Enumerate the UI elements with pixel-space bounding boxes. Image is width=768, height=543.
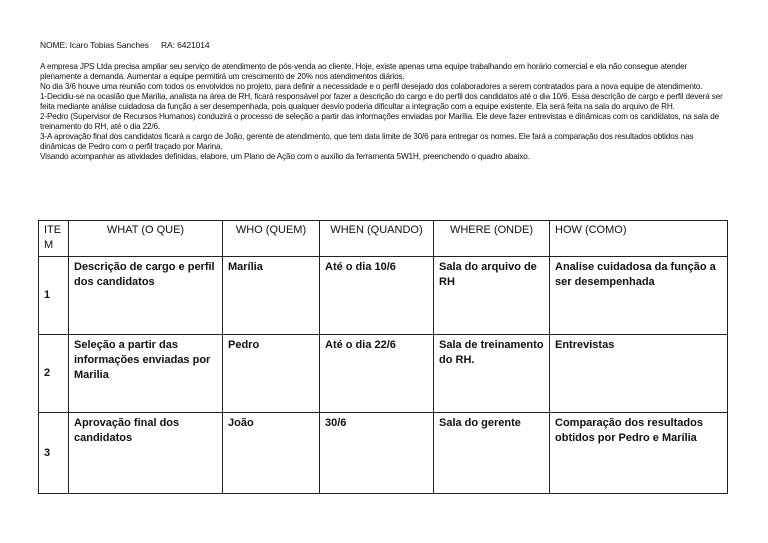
paragraph-step-3: 3-A aprovação final dos candidatos ficará a cargo de João, gerente de atendimento, que tem data limite de 30/6 para entregar os nomes. Ele fará a comparação dos resultados obtidos nas dinâmicas de Pedro com o perfil traçado por Marina. <box>40 132 694 152</box>
cell-where: Sala do arquivo de RH <box>434 257 550 335</box>
table-row <box>39 335 728 413</box>
cell-who: Pedro <box>223 335 320 413</box>
student-name: NOME: Icaro Tobias Sanches <box>40 40 149 50</box>
paragraph-intro: A empresa JPS Ltda precisa ampliar seu serviço de atendimento de pós-venda ao cliente. Hoje, existe apenas uma equipe trabalhando em horário comercial e ela não consegue atender plenamente a demanda. Aumentar a equipe permitirá um crescimento de 20% nos atendimentos diários. <box>40 62 688 82</box>
action-plan-table <box>38 220 728 494</box>
case-description <box>40 62 730 162</box>
table-header-row <box>39 221 728 257</box>
cell-where: Sala de treinamento do RH. <box>434 335 550 413</box>
cell-item: 2 <box>39 335 69 413</box>
table-row <box>39 257 728 335</box>
cell-how: Analise cuidadosa da função a ser desempenhada <box>550 257 728 335</box>
cell-when: Até o dia 10/6 <box>320 257 434 335</box>
cell-item: 3 <box>39 413 69 494</box>
table-row <box>39 413 728 494</box>
cell-what: Aprovação final dos candidatos <box>69 413 223 494</box>
cell-item: 1 <box>39 257 69 335</box>
paragraph-meeting: No dia 3/6 houve uma reunião com todos os envolvidos no projeto, para definir a necessidade e o perfil desejado dos colaboradores a serem contratados para a nova equipe de atendimento. <box>40 82 703 92</box>
cell-who: João <box>223 413 320 494</box>
paragraph-step-1: 1-Decidiu-se na ocasião que Marília, analista na área de RH, ficará responsável por fazer a descrição do cargo e do perfil dos candidatos até o dia 10/6. Essa descrição de cargo e perfil deverá ser feita mediante análise cuidadosa da função a ser desempenhada, pois qualquer desvio poderia dificultar a integração com a equipe existente. Ela será feita na sala do arquivo de RH. <box>40 92 723 112</box>
student-ra: RA: 6421014 <box>161 40 210 50</box>
cell-what: Descrição de cargo e perfil dos candidatos <box>69 257 223 335</box>
cell-who: Marília <box>223 257 320 335</box>
cell-where: Sala do gerente <box>434 413 550 494</box>
cell-when: 30/6 <box>320 413 434 494</box>
header-item: ITE M <box>39 221 69 257</box>
cell-what: Seleção a partir das informações enviadas por Marilia <box>69 335 223 413</box>
header-what: WHAT (O QUE) <box>69 221 223 257</box>
cell-when: Até o dia 22/6 <box>320 335 434 413</box>
header-when: WHEN (QUANDO) <box>320 221 434 257</box>
cell-how: Entrevistas <box>550 335 728 413</box>
header-where: WHERE (ONDE) <box>434 221 550 257</box>
student-header <box>40 40 210 50</box>
header-how: HOW (COMO) <box>550 221 728 257</box>
paragraph-step-2: 2-Pedro (Supervisor de Recursos Humanos) conduzirá o processo de seleção a partir das informações enviadas por Marília. Ele deve fazer entrevistas e dinâmicas com os candidatos, na sala de treinamento do RH, até o dia 22/6. <box>40 112 720 132</box>
cell-how: Comparação dos resultados obtidos por Pedro e Marília <box>550 413 728 494</box>
paragraph-instruction: Visando acompanhar as atividades definidas, elabore, um Plano de Ação com o auxílio da ferramenta 5W1H, preenchendo o quadro abaixo. <box>40 152 530 162</box>
header-who: WHO (QUEM) <box>223 221 320 257</box>
